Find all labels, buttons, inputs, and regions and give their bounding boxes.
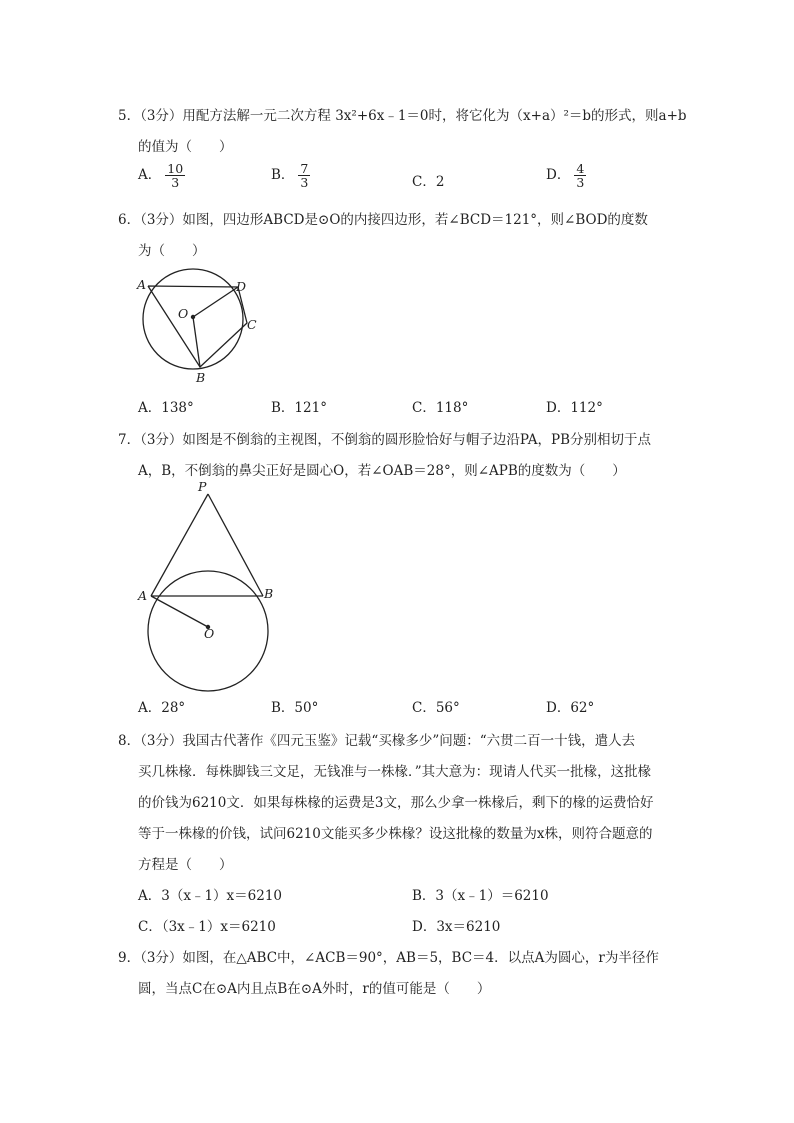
q9-stem-line-1: 9．（3分）如图，在△ABC中，∠ACB＝90°，AB＝5，BC＝4．以点A为圆心，r为半径作 [118,950,659,966]
q7-label-o: O [204,626,215,641]
q7-stem-line-1: 7．（3分）如图是不倒翁的主视图，不倒翁的圆形脸恰好与帽子边沿PA，PB分别相切于点 [118,432,652,448]
q6-figure-inscribed-quadrilateral [130,270,270,390]
q8-stem-line-1: 8．（3分）我国古代著作《四元玉鉴》记载“买椽多少”问题：“六贯二百一十钱，遣人去 [118,733,636,749]
q6-radius-ob [193,317,200,367]
q6-option-b: B．121° [271,400,327,416]
q5-option-b-fraction: $\frac{7}{3}$ [300,161,309,191]
q6-label-b: B [196,370,206,385]
q8-stem-line-3: 的价钱为6210文．如果每株椽的运费是3文，那么少拿一株椽后，剩下的椽的运费恰好 [138,795,654,811]
q6-label-d: D [236,279,247,294]
q6-label-a: A [137,277,147,292]
q7-label-p: P [198,479,207,494]
q5-option-c: C．2 [412,174,445,190]
q6-stem-line-1: 6．（3分）如图，四边形ABCD是⊙O的内接四边形，若∠BCD＝121°，则∠BOD的度数 [118,212,648,228]
q7-label-a: A [138,588,148,603]
q5-stem-line-2: 的值为（ ） [138,139,233,155]
q5-option-d: D． $\frac{4}{3}$ [546,161,585,191]
q7-tangent-pb [208,494,263,596]
q7-option-a: A．28° [138,700,186,716]
q7-option-c: C．56° [412,700,460,716]
q6-center-dot [191,315,195,319]
q7-label-b: B [264,586,274,601]
q8-option-c: C．（3x﹣1）x＝6210 [138,919,276,935]
q8-stem-line-5: 方程是（ ） [138,857,233,873]
q5-option-a: A． $\frac{10}{3}$ [138,161,184,191]
q6-label-c: C [247,317,257,332]
q7-tangent-pa [151,494,208,596]
q5-option-a-fraction: $\frac{10}{3}$ [167,161,184,191]
q9-stem-line-2: 圆，当点C在⊙A内且点B在⊙A外时，r的值可能是（ ） [138,981,491,997]
q6-option-d: D．112° [546,400,603,416]
q6-label-o: O [178,306,189,321]
q8-stem-line-2: 买几株椽．每株脚钱三文足，无钱准与一株椽．”其大意为：现请人代买一批椽，这批椽 [138,764,652,780]
q6-option-c: C．118° [412,400,469,416]
q7-radius-oa [151,596,208,627]
q7-option-d: D．62° [546,700,595,716]
q6-quadrilateral [148,286,247,367]
q6-stem-line-2: 为（ ） [138,243,206,259]
q8-option-b: B．3（x﹣1）＝6210 [412,888,549,904]
q5-stem-line-1: 5．（3分）用配方法解一元二次方程 3x²+6x﹣1＝0时，将它化为（x+a）²＝b的形式，则a+b [118,108,687,124]
q7-option-b: B．50° [271,700,319,716]
q5-option-b: B． $\frac{7}{3}$ [271,161,309,191]
q5-option-d-fraction: $\frac{4}{3}$ [576,161,585,191]
q6-radius-od [193,287,238,317]
q7-stem-line-2: A，B，不倒翁的鼻尖正好是圆心O，若∠OAB＝28°，则∠APB的度数为（ ） [138,463,626,479]
q7-figure-tumbler [135,478,285,693]
q8-option-d: D．3x＝6210 [412,919,501,935]
q8-stem-line-4: 等于一株椽的价钱，试问6210文能买多少株椽？设这批椽的数量为x株，则符合题意的 [138,826,653,842]
q6-option-a: A．138° [138,400,194,416]
q8-option-a: A．3（x﹣1）x＝6210 [138,888,283,904]
